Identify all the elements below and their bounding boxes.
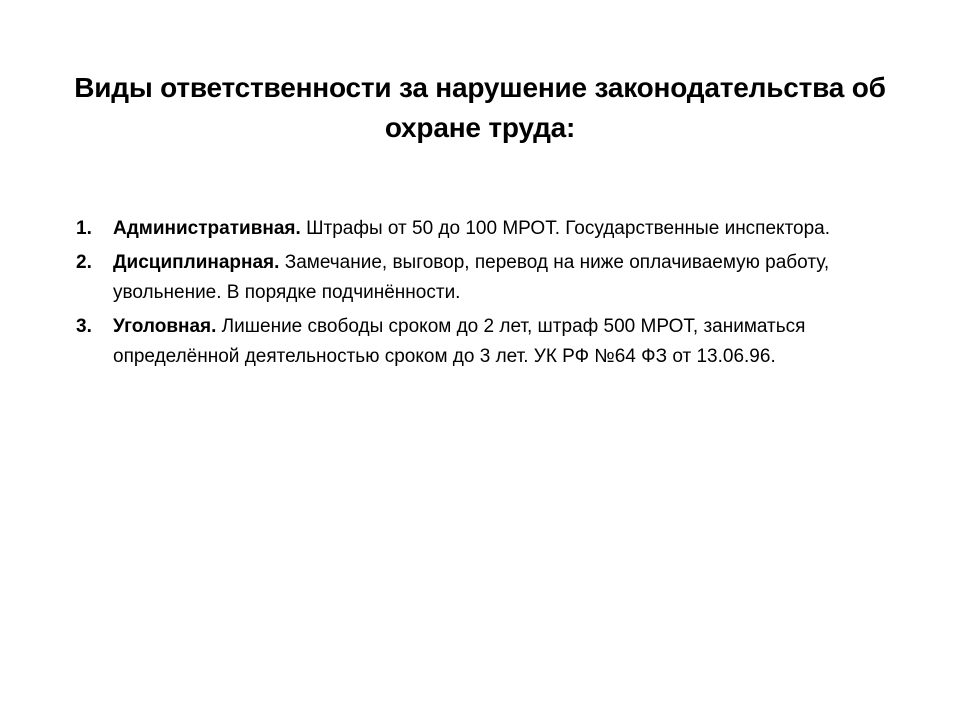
list-item-administrative bbox=[76, 214, 886, 244]
list-number: 3. bbox=[76, 316, 92, 337]
responsibility-term: Дисциплинарная. bbox=[113, 252, 280, 273]
list-text bbox=[113, 214, 886, 244]
list-item-criminal bbox=[76, 312, 886, 372]
responsibility-list bbox=[76, 214, 886, 376]
list-number: 2. bbox=[76, 252, 92, 273]
responsibility-description: Замечание, выговор, перевод на ниже оплачиваемую работу, увольнение. В порядке подчинённости. bbox=[113, 252, 830, 303]
list-text bbox=[113, 312, 886, 372]
list-item-disciplinary bbox=[76, 248, 886, 308]
responsibility-term: Уголовная. bbox=[113, 316, 217, 337]
responsibility-description: Лишение свободы сроком до 2 лет, штраф 500 МРОТ, заниматься определённой деятельностью сроком до 3 лет. УК РФ №64 ФЗ от 13.06.96. bbox=[113, 316, 806, 367]
list-number: 1. bbox=[76, 218, 92, 239]
list-text bbox=[113, 248, 886, 308]
responsibility-description: Штрафы от 50 до 100 МРОТ. Государственные инспектора. bbox=[300, 218, 831, 239]
slide-title: Виды ответственности за нарушение законодательства об охране труда: bbox=[74, 72, 886, 143]
responsibility-term: Административная. bbox=[113, 218, 301, 239]
